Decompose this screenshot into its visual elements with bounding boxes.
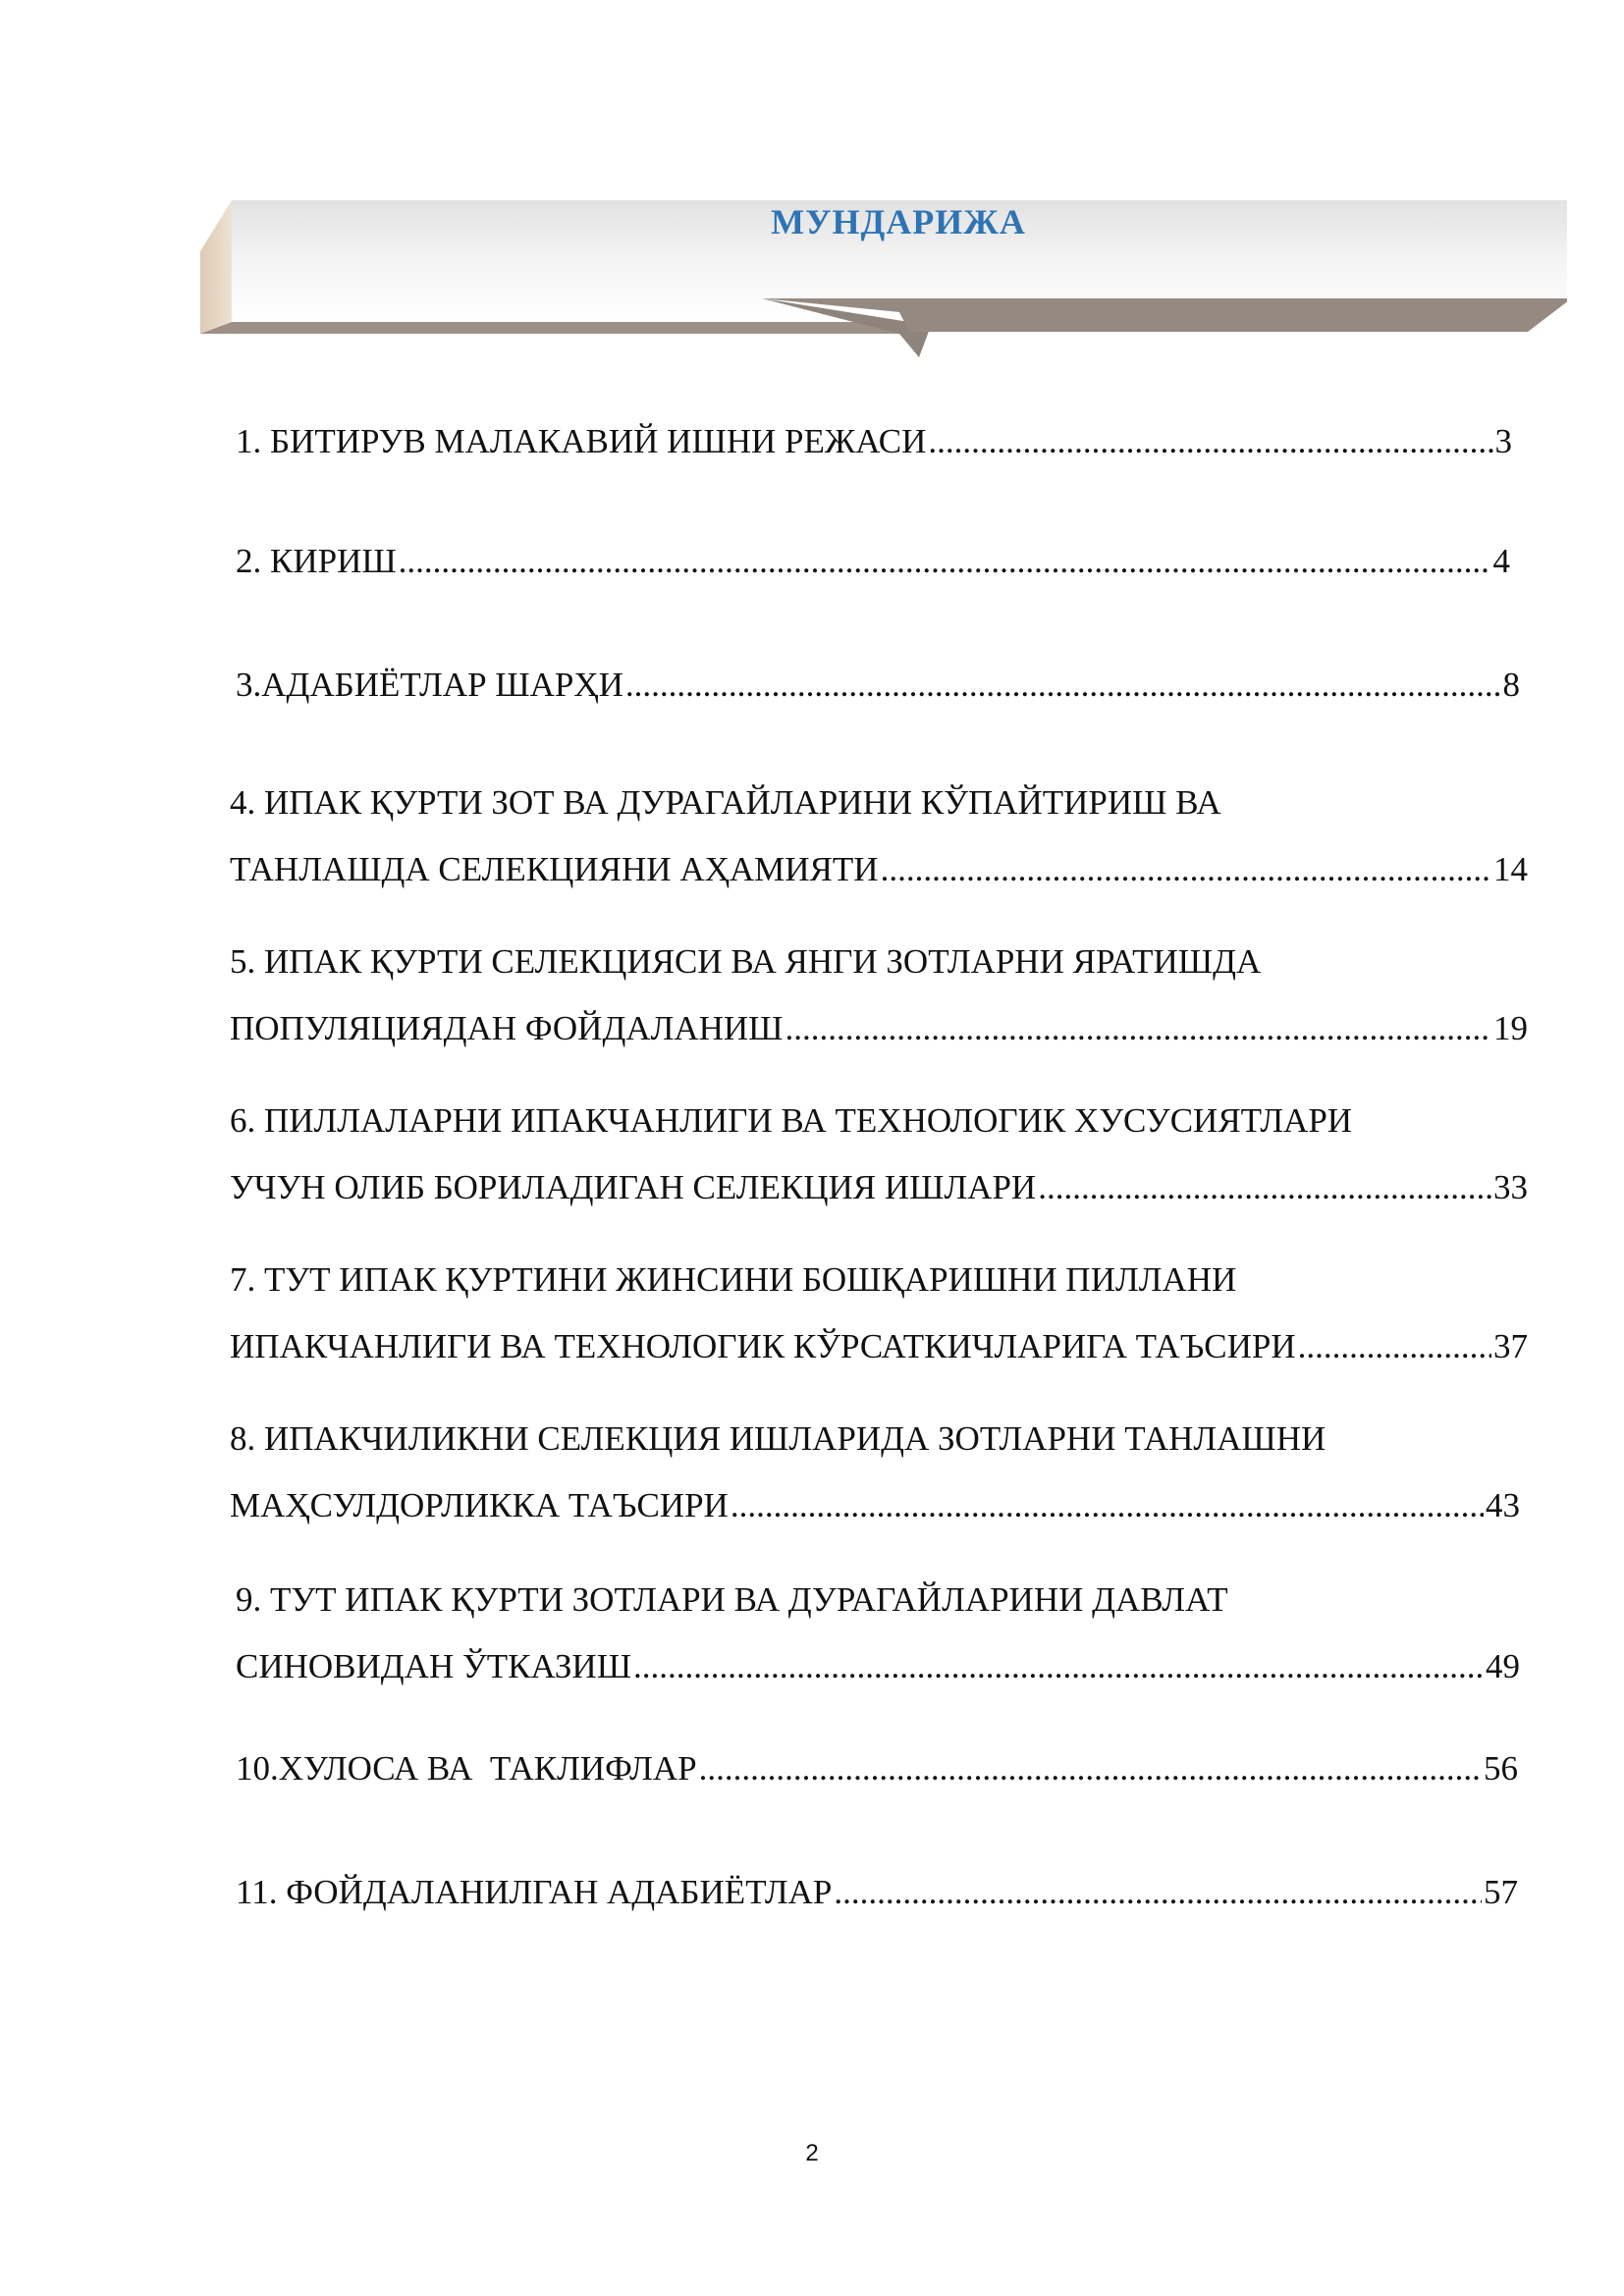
toc-entry-page: 4: [1492, 542, 1510, 580]
toc-entry[interactable]: [236, 408, 1512, 475]
toc-entry-page: 19: [1493, 1009, 1528, 1047]
dot-leader: [1298, 1313, 1491, 1380]
dot-leader: [699, 1735, 1482, 1802]
toc-entry-page: 8: [1502, 666, 1520, 704]
toc-entry[interactable]: [230, 1088, 1528, 1221]
toc-entry-text: 9. ТУТ ИПАК ҚУРТИ ЗОТЛАРИ ВА ДУРАГАЙЛАРИНИ ДАВЛАТ: [236, 1580, 1228, 1619]
toc-entry-page: 49: [1486, 1647, 1520, 1685]
toc-entry-text: ИПАКЧАНЛИГИ ВА ТЕХНОЛОГИК КЎРСАТКИЧЛАРИГА ТАЪСИРИ: [230, 1327, 1296, 1365]
toc-entry[interactable]: [230, 929, 1528, 1062]
toc-entry-text: 5. ИПАК ҚУРТИ СЕЛЕКЦИЯСИ ВА ЯНГИ ЗОТЛАРНИ ЯРАТИШДА: [230, 942, 1262, 981]
toc-entry-text: ТАНЛАШДА СЕЛЕКЦИЯНИ АҲАМИЯТИ: [230, 850, 879, 888]
toc-entry-page: 43: [1486, 1486, 1520, 1524]
toc-entry-text: 6. ПИЛЛАЛАРНИ ИПАКЧАНЛИГИ ВА ТЕХНОЛОГИК ХУСУСИЯТЛАРИ: [230, 1101, 1353, 1140]
dot-leader: [881, 836, 1491, 903]
dot-leader: [633, 1633, 1484, 1700]
toc-entry[interactable]: [236, 652, 1520, 719]
dot-leader: [731, 1472, 1484, 1539]
toc-entry-text: 1. БИТИРУВ МАЛАКАВИЙ ИШНИ РЕЖАСИ: [236, 422, 927, 460]
toc-entry-page: 57: [1484, 1873, 1518, 1911]
toc-entry[interactable]: [230, 1406, 1520, 1539]
toc-entry-text: 2. КИРИШ: [236, 542, 397, 580]
toc-entry-page: 33: [1493, 1168, 1528, 1206]
toc-entry[interactable]: [230, 1247, 1528, 1380]
toc-entry[interactable]: [230, 770, 1528, 903]
toc-entry-text: 10.ХУЛОСА ВА ТАКЛИФЛАР: [236, 1749, 697, 1788]
toc-entry[interactable]: [236, 1735, 1518, 1802]
toc-entry-text: ПОПУЛЯЦИЯДАН ФОЙДАЛАНИШ: [230, 1009, 784, 1047]
toc-entry-text: 3.АДАБИЁТЛАР ШАРҲИ: [236, 666, 623, 704]
dot-leader: [399, 528, 1491, 595]
toc-entry[interactable]: [236, 1859, 1518, 1926]
dot-leader: [834, 1859, 1482, 1926]
toc-entry-page: 14: [1493, 850, 1528, 888]
toc-entry-text: 8. ИПАКЧИЛИКНИ СЕЛЕКЦИЯ ИШЛАРИДА ЗОТЛАРНИ ТАНЛАШНИ: [230, 1419, 1326, 1458]
dot-leader: [1038, 1154, 1491, 1221]
dot-leader: [928, 408, 1492, 475]
toc-entry[interactable]: [236, 528, 1510, 595]
toc-entry[interactable]: [236, 1567, 1520, 1700]
toc-entry-text: 11. ФОЙДАЛАНИЛГАН АДАБИЁТЛАР: [236, 1873, 833, 1911]
toc-entry-text: СИНОВИДАН ЎТКАЗИШ: [236, 1647, 631, 1685]
toc-entry-text: 7. ТУТ ИПАК ҚУРТИНИ ЖИНСИНИ БОШҚАРИШНИ ПИЛЛАНИ: [230, 1260, 1237, 1299]
dot-leader: [625, 652, 1501, 719]
dot-leader: [785, 995, 1491, 1062]
page-number: 2: [805, 2140, 819, 2166]
toc-entry-text: 4. ИПАК ҚУРТИ ЗОТ ВА ДУРАГАЙЛАРИНИ КЎПАЙТИРИШ ВА: [230, 783, 1221, 822]
toc-entry-page: 37: [1493, 1327, 1528, 1365]
toc-entry-page: 56: [1484, 1749, 1518, 1788]
toc-entry-text: МАҲСУЛДОРЛИККА ТАЪСИРИ: [230, 1486, 729, 1524]
toc-entry-page: 3: [1494, 422, 1512, 460]
toc-title: МУНДАРИЖА: [771, 202, 1026, 241]
toc-entry-text: УЧУН ОЛИБ БОРИЛАДИГАН СЕЛЕКЦИЯ ИШЛАРИ: [230, 1168, 1037, 1206]
